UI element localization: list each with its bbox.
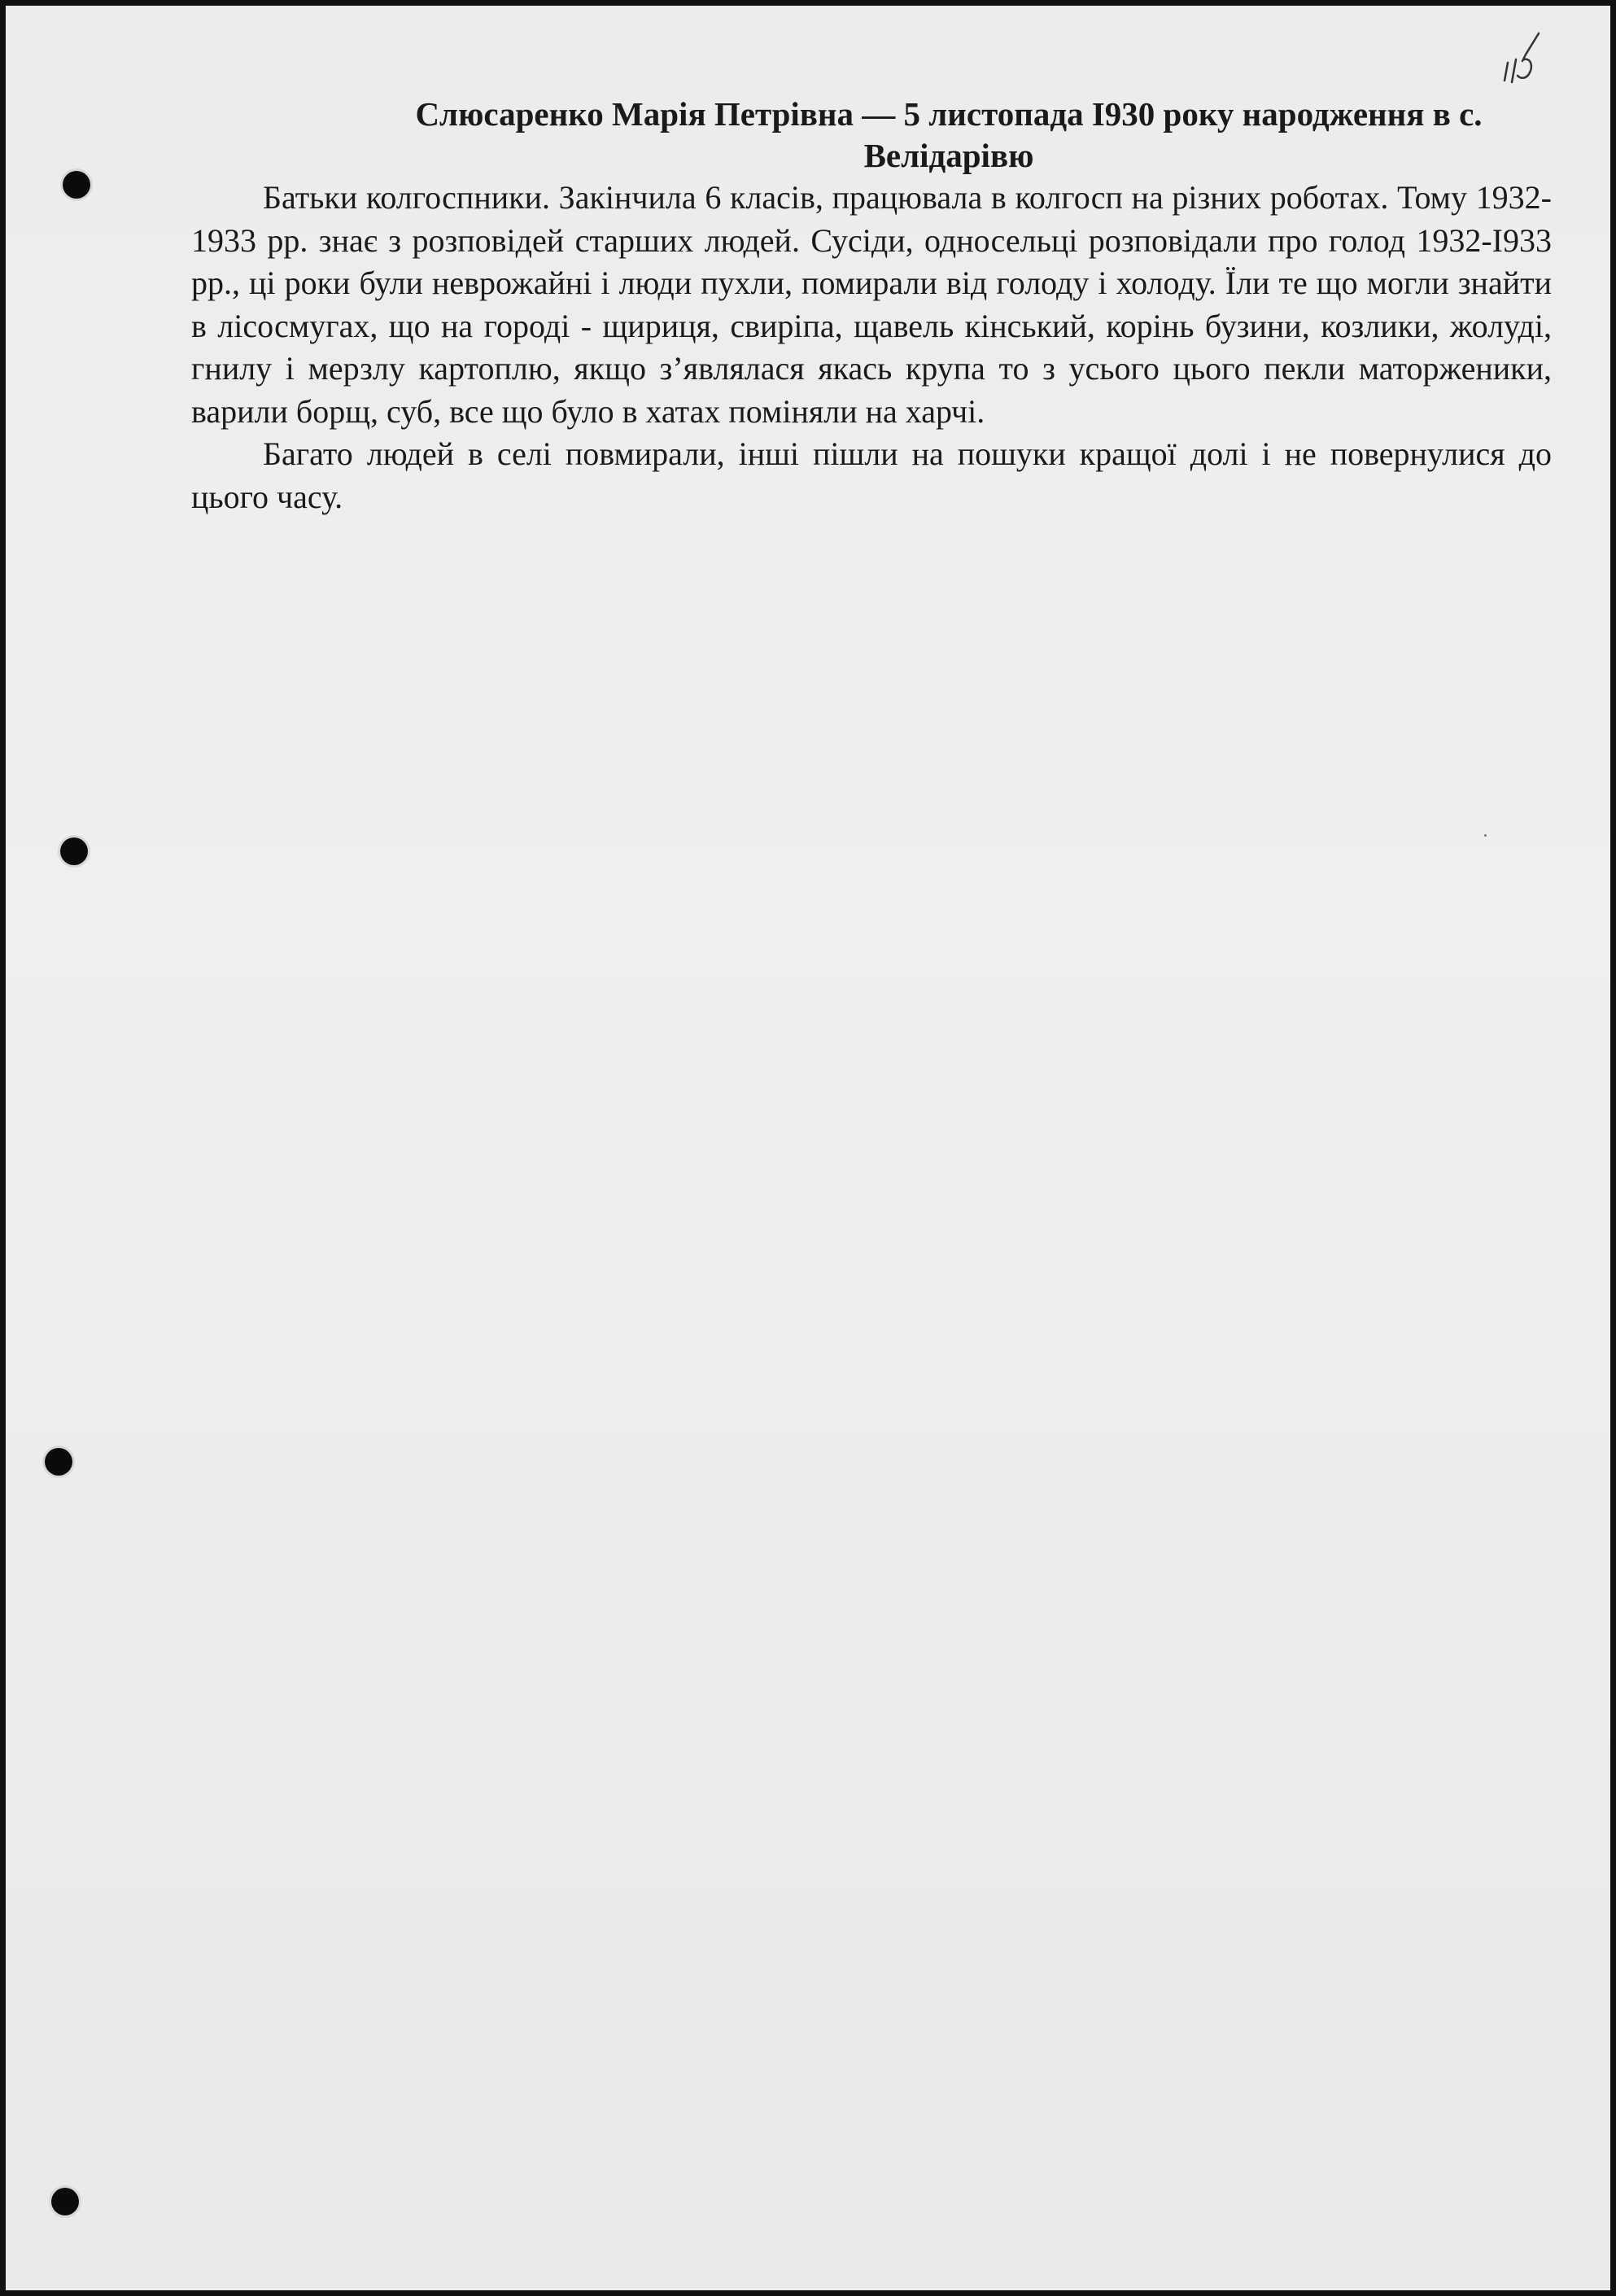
paper-speck (1484, 834, 1487, 837)
punch-hole (51, 2188, 79, 2215)
punch-hole (63, 171, 90, 199)
punch-hole (60, 837, 88, 865)
handwritten-page-number (1501, 30, 1544, 87)
paragraph-1: Батьки колгоспники. Закінчила 6 класів, працювала в колгосп на різних роботах. Тому 1932-1933 рр. знає з розповідей старших людей. Сусіди, односельці розповідали про голод 1932-І933 рр., ці роки були неврожайні і люди пухли, помирали від голоду і холоду. Їли те що могли знайти в лісосмугах, що на городі - щириця, свиріпа, щавель кінський, корінь бузини, козлики, жолуді, гнилу і мерзлу картоплю, якщо з’являлася якась крупа то з усього цього пекли маторженики, варили борщ, суб, все що було в хатах поміняли на харчі. (191, 179, 1552, 430)
document-body (191, 94, 1552, 518)
paragraph-2: Багато людей в селі повмирали, інші пішли на пошуки кращої долі і не повернулися до цього часу. (191, 435, 1552, 515)
punch-hole (45, 1448, 72, 1476)
title-line-1: Слюсаренко Марія Петрівна — 5 листопада І930 року народження в с. (415, 95, 1483, 133)
document-title (191, 94, 1552, 177)
document-page (6, 6, 1610, 2290)
title-line-2: Велідарівю (863, 137, 1034, 174)
